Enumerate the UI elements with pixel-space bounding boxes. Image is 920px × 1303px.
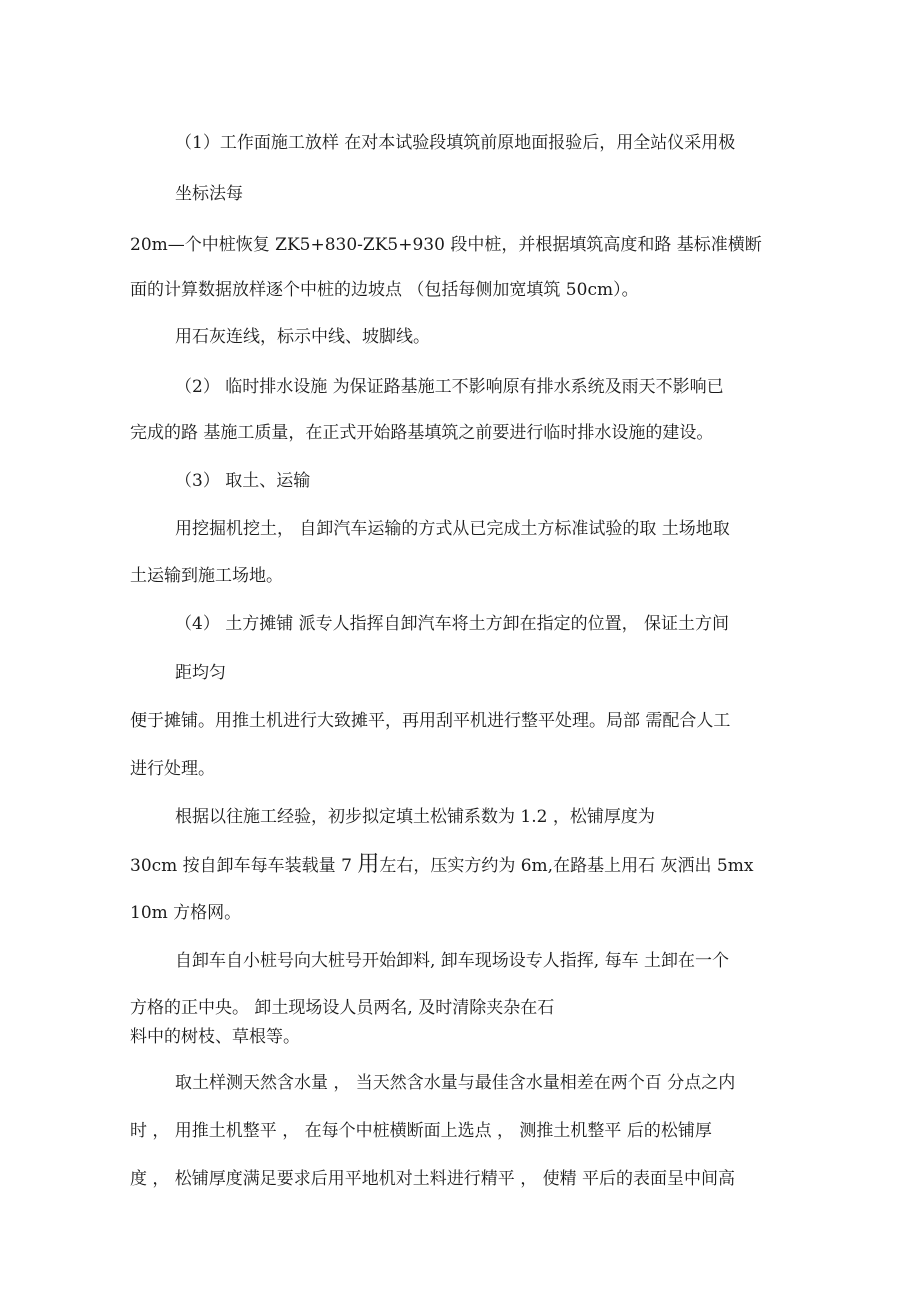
paragraph-8-line-3: 度 ， 松铺厚度满足要求后用平地机对土料进行精平 ， 使精 平后的表面呈中间高 [130, 1169, 736, 1189]
paragraph-6-line-3: 10m 方格网。 [130, 903, 242, 923]
paragraph-6-line-1: 根据以往施工经验，初步拟定填土松铺系数为 1.2 ，松铺厚度为 [175, 807, 655, 827]
paragraph-4-line-2: 土运输到施工场地。 [130, 566, 283, 586]
paragraph-6-line-2-part-1: 30cm 按自卸车每车装载量 7 [130, 856, 358, 876]
paragraph-3-line-2: 完成的路 基施工质量，在正式开始路基填筑之前要进行临时排水设施的建设。 [130, 423, 714, 443]
paragraph-8-line-1: 取土样测天然含水量 ， 当天然含水量与最佳含水量相差在两个百 分点之内 [175, 1073, 736, 1093]
paragraph-7-line-3: 料中的树枝、草根等。 [130, 1027, 300, 1047]
paragraph-6-line-2 [130, 852, 754, 877]
paragraph-7-line-1: 自卸车自小桩号向大桩号开始卸料, 卸车现场设专人指挥, 每车 土卸在一个 [175, 951, 730, 971]
paragraph-2: 用石灰连线，标示中线、坡脚线。 [175, 327, 430, 347]
paragraph-4-line-1: 用挖掘机挖土， 自卸汽车运输的方式从已完成土方标准试验的取 土场地取 [175, 519, 730, 539]
paragraph-5-line-1: （4） 土方摊铺 派专人指挥自卸汽车将土方卸在指定的位置， 保证土方间 [175, 614, 730, 634]
paragraph-6-line-2-part-3: 左右，压实方约为 6m,在路基上用石 灰洒出 5mx [379, 856, 754, 876]
paragraph-1-line-4: 面的计算数据放样逐个中桩的边坡点 （包括每侧加宽填筑 50cm）。 [130, 280, 639, 300]
section-heading-3: （3） 取土、运输 [175, 471, 311, 491]
paragraph-5-line-4: 进行处理。 [130, 759, 215, 779]
paragraph-1-line-2: 坐标法每 [175, 184, 243, 204]
paragraph-1-line-3: 20m—个中桩恢复 ZK5+830-ZK5+930 段中桩，并根据填筑高度和路 基标准横断 [130, 235, 762, 255]
paragraph-3-line-1: （2） 临时排水设施 为保证路基施工不影响原有排水系统及雨天不影响已 [175, 377, 724, 397]
paragraph-1-line-1: （1）工作面施工放样 在对本试验段填筑前原地面报验后，用全站仪采用极 [175, 133, 736, 153]
paragraph-5-line-2: 距均匀 [175, 663, 226, 683]
paragraph-5-line-3: 便于摊铺。用推土机进行大致摊平，再用刮平机进行整平处理。局部 需配合人工 [130, 711, 731, 731]
paragraph-6-line-2-part-2: 用 [357, 852, 380, 877]
paragraph-7-line-2: 方格的正中央。 卸土现场设人员两名, 及时清除夹杂在石 [130, 998, 555, 1018]
paragraph-8-line-2: 时 ， 用推土机整平 ， 在每个中桩横断面上选点 ， 测推土机整平 后的松铺厚 [130, 1121, 712, 1141]
